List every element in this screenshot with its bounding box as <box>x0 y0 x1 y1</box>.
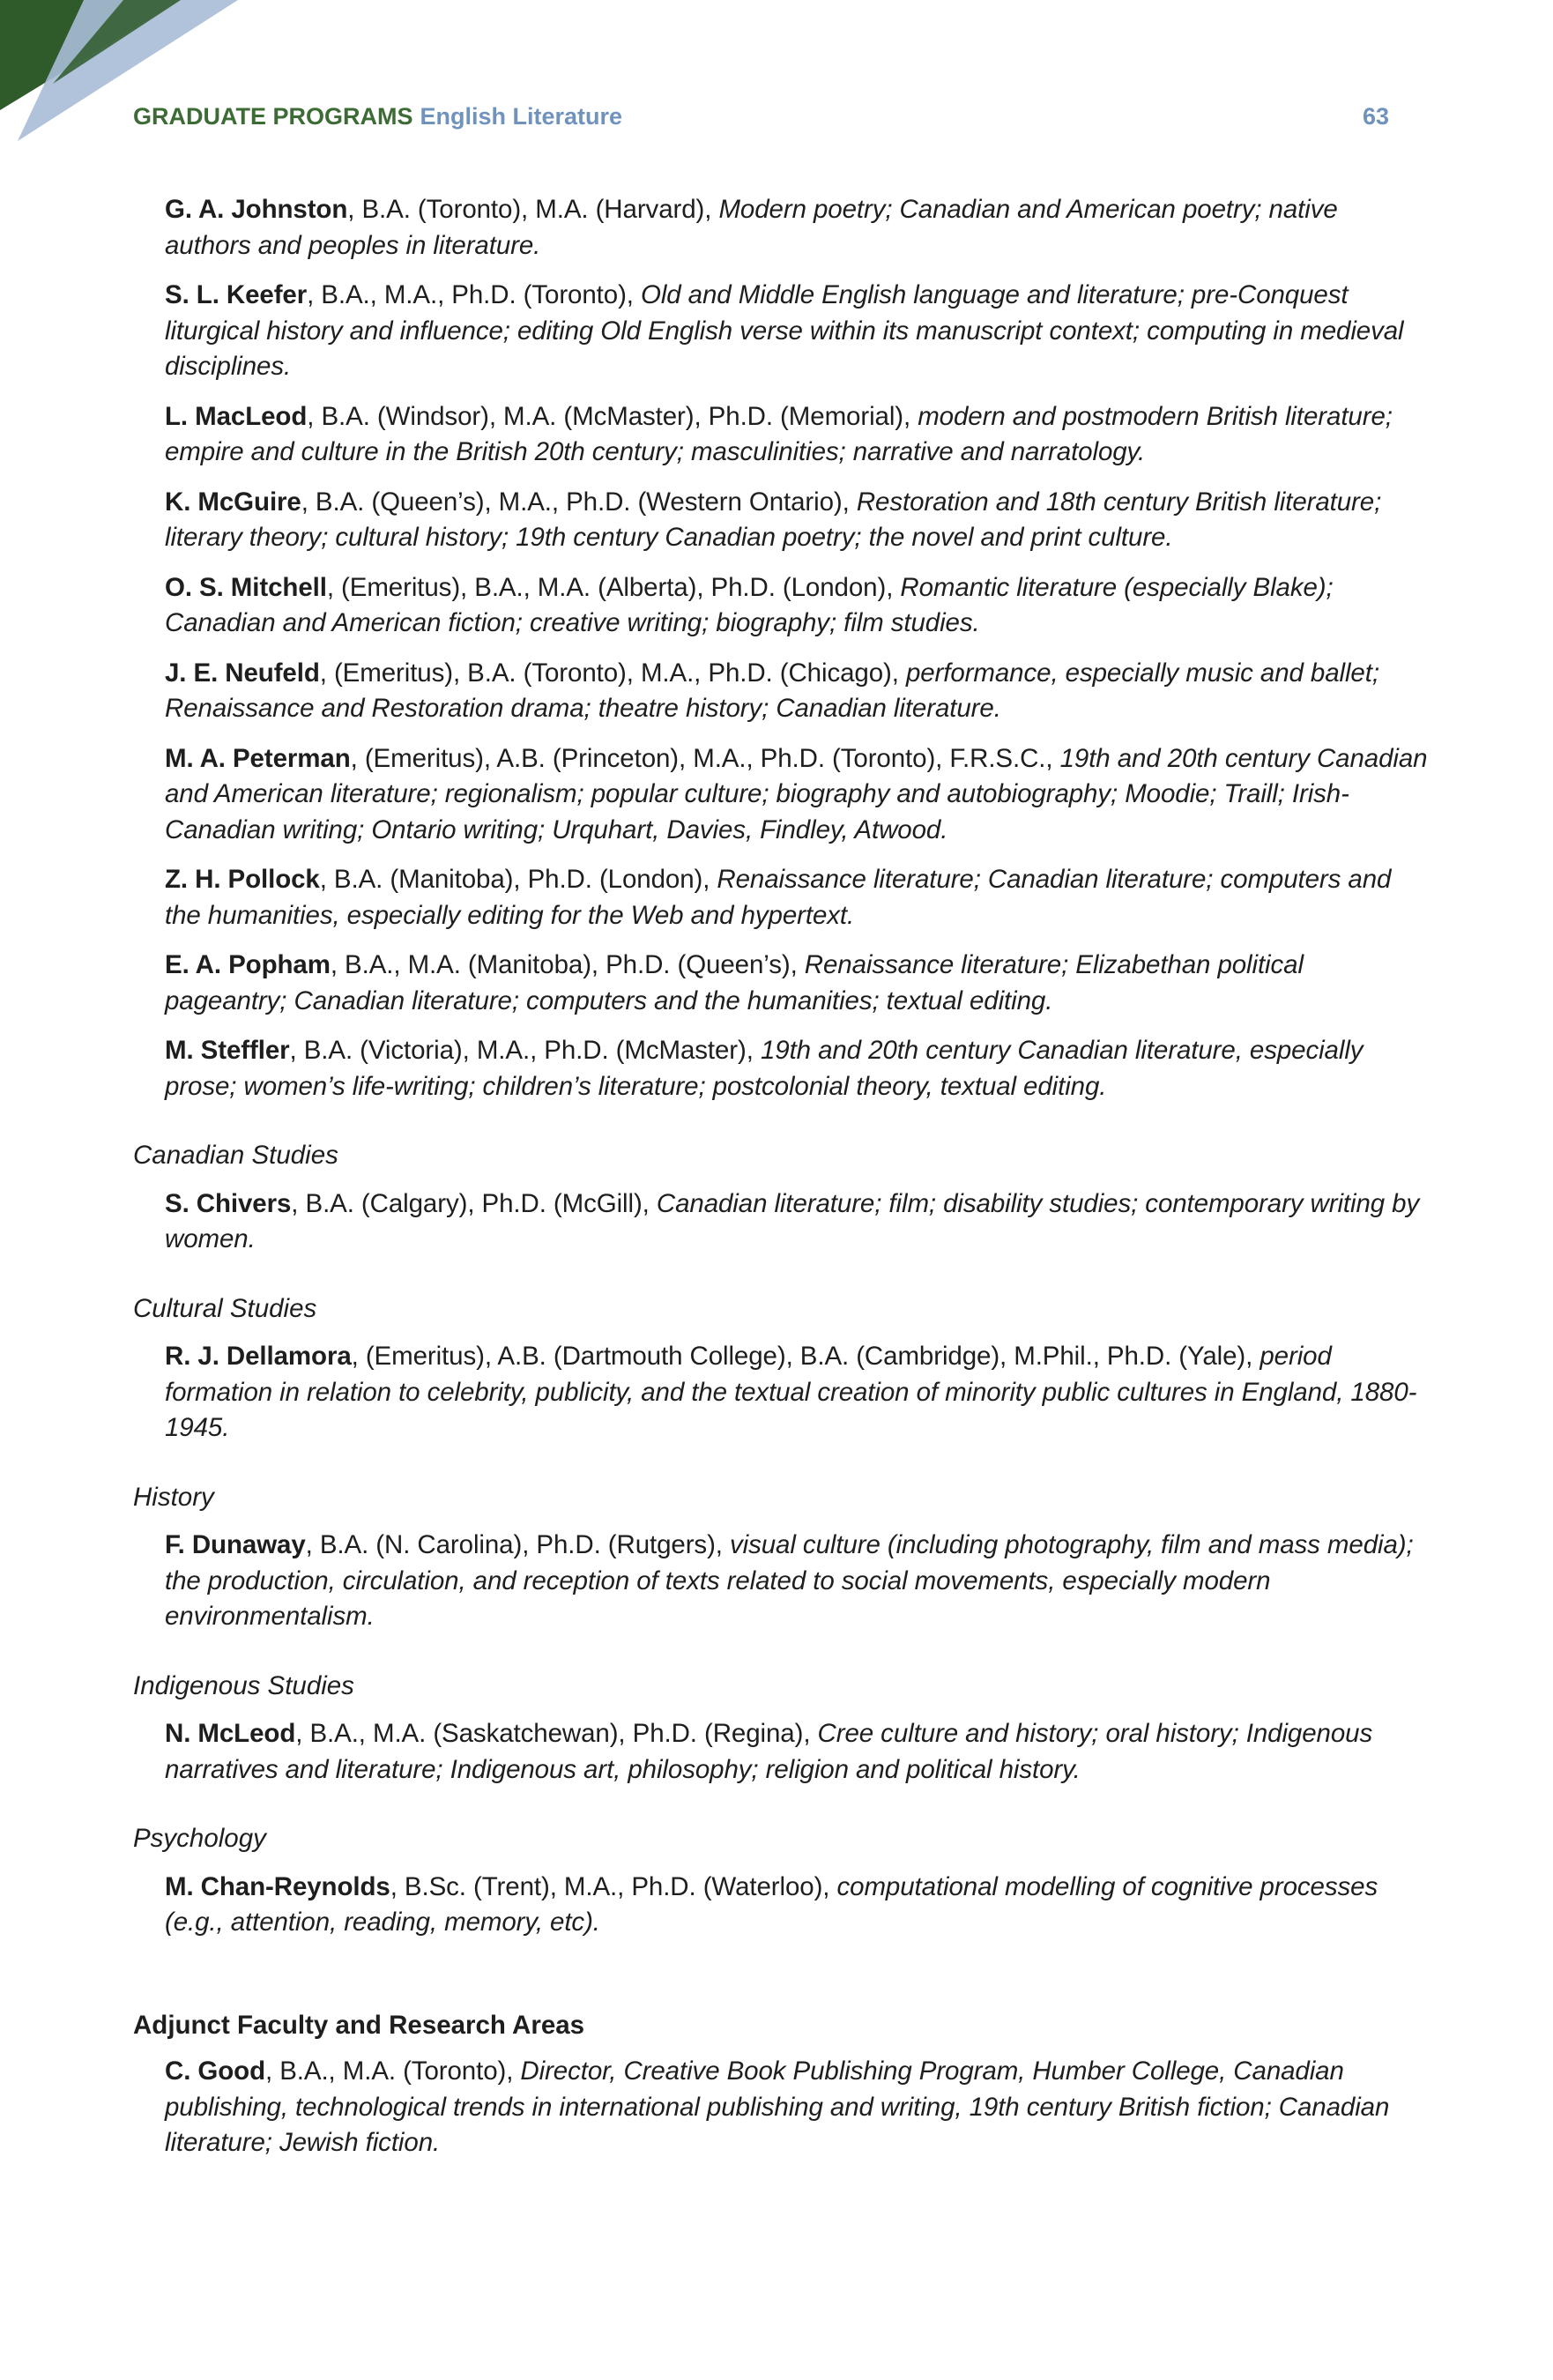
adjunct-faculty-list <box>133 2054 1429 2161</box>
faculty-credentials: , (Emeritus), B.A., M.A. (Alberta), Ph.D. (London), <box>326 572 901 602</box>
research-areas: computational modelling of cognitive processes (e.g., attention, reading, memory, etc). <box>165 1871 1378 1937</box>
faculty-credentials: , B.A., M.A. (Toronto), <box>265 2056 521 2086</box>
faculty-credentials: , (Emeritus), A.B. (Princeton), M.A., Ph.D. (Toronto), F.R.S.C., <box>350 743 1060 773</box>
faculty-credentials: , B.A. (Queen’s), M.A., Ph.D. (Western Ontario), <box>301 487 857 517</box>
faculty-entry <box>165 656 1429 727</box>
research-areas: Restoration and 18th century British literature; literary theory; cultural history; 19th century Canadian poetry; the novel and print culture. <box>165 487 1382 552</box>
faculty-entry <box>165 741 1429 849</box>
faculty-entry <box>165 192 1429 264</box>
group-label: Canadian Studies <box>133 1141 338 1170</box>
faculty-name: M. A. Peterman <box>165 743 351 773</box>
faculty-name: K. McGuire <box>165 487 301 517</box>
research-areas: visual culture (including photography, film and mass media); the production, circulation, and reception of texts related to social movements, especially modern environmentalism. <box>165 1530 1414 1631</box>
research-areas: Cree culture and history; oral history; Indigenous narratives and literature; Indigenous art, philosophy; religion and political history. <box>165 1719 1373 1784</box>
faculty-credentials: , B.A., M.A. (Saskatchewan), Ph.D. (Regina), <box>295 1719 818 1748</box>
cross-appointed-groups <box>133 1138 1429 1941</box>
faculty-name: R. J. Dellamora <box>165 1342 352 1371</box>
research-areas: performance, especially music and ballet; Renaissance and Restoration drama; theatre history; Canadian literature. <box>165 658 1379 723</box>
research-areas: Romantic literature (especially Blake); Canadian and American fiction; creative writing; biography; film studies. <box>165 572 1334 637</box>
faculty-credentials: , B.A. (N. Carolina), Ph.D. (Rutgers), <box>305 1530 730 1559</box>
faculty-entry <box>165 1033 1429 1104</box>
faculty-name: S. Chivers <box>165 1188 292 1218</box>
faculty-credentials: , B.A. (Manitoba), Ph.D. (London), <box>319 865 717 894</box>
research-areas: Canadian literature; film; disability studies; contemporary writing by women. <box>165 1188 1420 1253</box>
faculty-name: M. Steffler <box>165 1036 290 1065</box>
page-number: 63 <box>1362 103 1389 130</box>
group-label: Cultural Studies <box>133 1293 317 1323</box>
main-faculty-list <box>133 192 1429 1104</box>
research-areas: 19th and 20th century Canadian and American literature; regionalism; popular culture; biography and autobiography; Moodie; Traill; Irish-Canadian writing; Ontario writing; Urquhart, Davies, Findley, Atwood. <box>165 743 1428 844</box>
faculty-entry <box>165 1186 1429 1258</box>
faculty-credentials: , B.A. (Calgary), Ph.D. (McGill), <box>291 1188 657 1218</box>
group-label: History <box>133 1482 214 1512</box>
faculty-entry <box>165 862 1429 933</box>
faculty-entry <box>165 2054 1429 2161</box>
header-section: GRADUATE PROGRAMS <box>133 103 413 130</box>
faculty-name: J. E. Neufeld <box>165 658 320 688</box>
faculty-entry <box>165 485 1429 556</box>
group-label: Psychology <box>133 1824 266 1853</box>
faculty-name: O. S. Mitchell <box>165 572 327 602</box>
research-areas: modern and postmodern British literature; empire and culture in the British 20th century; masculinities; narrative and narratology. <box>165 401 1393 466</box>
faculty-entry <box>165 948 1429 1019</box>
faculty-name: N. McLeod <box>165 1719 296 1748</box>
faculty-name: M. Chan-Reynolds <box>165 1871 390 1901</box>
faculty-listing <box>133 192 1429 2175</box>
header-department: English Literature <box>420 103 623 130</box>
research-areas: Renaissance literature; Canadian literature; computers and the humanities, especially editing for the Web and hypertext. <box>165 865 1392 930</box>
running-header <box>133 99 1389 134</box>
faculty-credentials: , B.A., M.A. (Manitoba), Ph.D. (Queen’s), <box>330 950 805 979</box>
faculty-entry <box>165 1339 1429 1447</box>
faculty-entry <box>165 1870 1429 1941</box>
research-areas: period formation in relation to celebrity, publicity, and the textual creation of minority public cultures in England, 1880-1945. <box>165 1342 1417 1442</box>
faculty-credentials: , B.A. (Windsor), M.A. (McMaster), Ph.D. (Memorial), <box>307 401 918 431</box>
research-areas: Renaissance literature; Elizabethan political pageantry; Canadian literature; computers and the humanities; textual editing. <box>165 950 1304 1015</box>
faculty-name: S. L. Keefer <box>165 280 308 309</box>
faculty-credentials: , (Emeritus), B.A. (Toronto), M.A., Ph.D. (Chicago), <box>319 658 906 688</box>
faculty-name: G. A. Johnston <box>165 195 348 224</box>
group-label: Indigenous Studies <box>133 1670 354 1700</box>
faculty-credentials: , B.A. (Victoria), M.A., Ph.D. (McMaster), <box>289 1036 761 1065</box>
research-areas: Director, Creative Book Publishing Program, Humber College, Canadian publishing, technological trends in international publishing and writing, 19th century British fiction; Canadian literature; Jewish fiction. <box>165 2056 1390 2157</box>
adjunct-heading: Adjunct Faculty and Research Areas <box>133 2010 585 2040</box>
faculty-entry <box>165 278 1429 385</box>
faculty-entry <box>165 1528 1429 1635</box>
faculty-name: C. Good <box>165 2056 266 2086</box>
corner-decoration <box>0 0 264 176</box>
faculty-credentials: , B.A., M.A., Ph.D. (Toronto), <box>307 280 641 309</box>
faculty-name: Z. H. Pollock <box>165 865 320 894</box>
faculty-entry <box>165 570 1429 642</box>
faculty-name: L. MacLeod <box>165 401 308 431</box>
research-areas: Modern poetry; Canadian and American poetry; native authors and peoples in literature. <box>165 195 1338 260</box>
faculty-name: E. A. Popham <box>165 950 331 979</box>
faculty-credentials: , (Emeritus), A.B. (Dartmouth College), B.A. (Cambridge), M.Phil., Ph.D. (Yale), <box>351 1342 1260 1371</box>
research-areas: 19th and 20th century Canadian literature, especially prose; women’s life-writing; children’s literature; postcolonial theory, textual editing. <box>165 1036 1364 1101</box>
faculty-entry <box>165 399 1429 471</box>
research-areas: Old and Middle English language and literature; pre-Conquest liturgical history and influence; editing Old English verse within its manuscript context; computing in medieval disciplines. <box>165 280 1404 381</box>
faculty-name: F. Dunaway <box>165 1530 306 1559</box>
faculty-credentials: , B.A. (Toronto), M.A. (Harvard), <box>347 195 719 224</box>
faculty-entry <box>165 1716 1429 1788</box>
faculty-credentials: , B.Sc. (Trent), M.A., Ph.D. (Waterloo), <box>390 1871 837 1901</box>
